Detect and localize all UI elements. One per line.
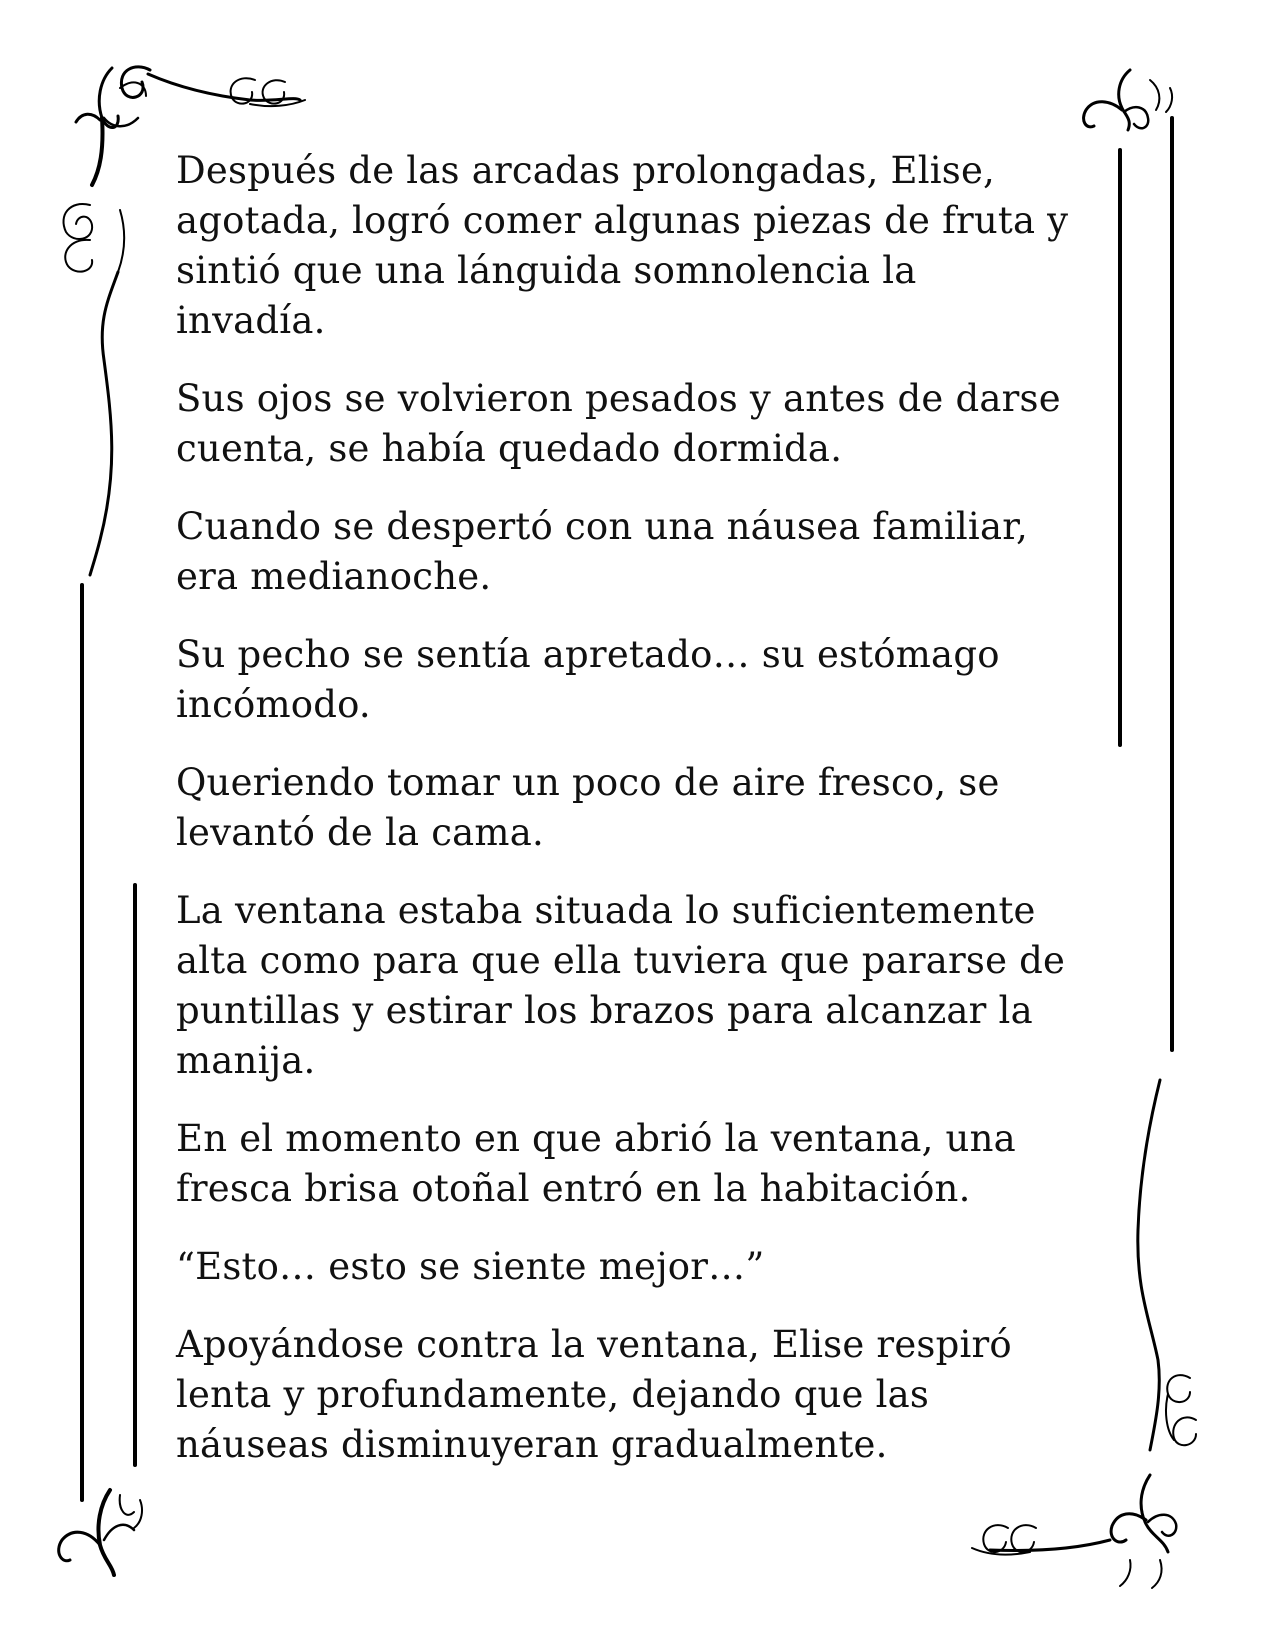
paragraph-5: Queriendo tomar un poco de aire fresco, se levantó de la cama. xyxy=(176,761,1000,854)
flourish-corner-icon xyxy=(90,272,118,575)
paragraph-4: Su pecho se sentía apretado… su estómago incómodo. xyxy=(176,633,1000,726)
paragraph-7: En el momento en que abrió la ventana, una fresca brisa otoñal entró en la habitación. xyxy=(176,1117,1016,1210)
swirl-icon xyxy=(231,78,305,106)
flourish-corner-icon xyxy=(59,1490,142,1575)
paragraph-1: Después de las arcadas prolongadas, Elise, agotada, logró comer algunas piezas de fruta y sintió que una lánguida somnolencia la invadía. xyxy=(176,149,1069,342)
swirl-icon xyxy=(1166,1375,1196,1445)
story-text xyxy=(176,146,1091,1498)
swirl-icon xyxy=(63,204,124,272)
flourish-corner-icon xyxy=(1138,1080,1160,1450)
flourish-corner-icon xyxy=(1084,70,1173,130)
paragraph-3: Cuando se despertó con una náusea familiar, era medianoche. xyxy=(176,505,1029,598)
paragraph-9: Apoyándose contra la ventana, Elise respiró lenta y profundamente, dejando que las náuseas disminuyeran gradualmente. xyxy=(176,1323,1012,1466)
paragraph-6: La ventana estaba situada lo suficientemente alta como para que ella tuviera que pararse de puntillas y estirar los brazos para alcanzar la manija. xyxy=(176,889,1066,1082)
paragraph-2: Sus ojos se volvieron pesados y antes de darse cuenta, se había quedado dormida. xyxy=(176,377,1061,470)
paragraph-8: “Esto… esto se siente mejor…” xyxy=(176,1245,765,1288)
